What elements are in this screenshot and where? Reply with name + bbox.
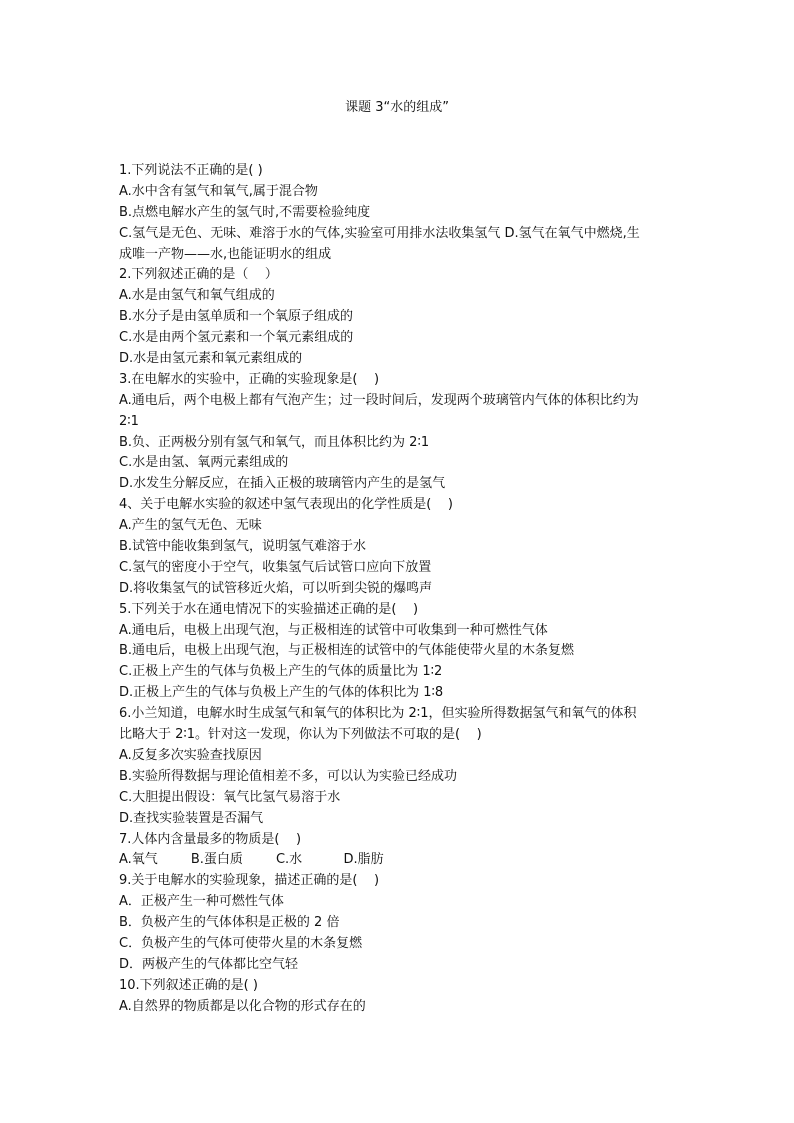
text-line: 2.下列叙述正确的是（ ） [119, 267, 278, 283]
text-line: C.氢气的密度小于空气，收集氢气后试管口应向下放置 [119, 559, 432, 575]
text-line: B．负极产生的气体体积是正极的 2 倍 [119, 915, 340, 931]
text-line: D．两极产生的气体都比空气轻 [119, 956, 299, 972]
text-line: A.反复多次实验查找原因 [119, 747, 262, 763]
text-line: D.水是由氢元素和氧元素组成的 [119, 351, 303, 367]
text-line: 5.下列关于水在通电情况下的实验描述正确的是( ) [119, 601, 419, 617]
text-line: 2∶1 [119, 413, 139, 429]
text-line: B.试管中能收集到氢气，说明氢气难溶于水 [119, 539, 367, 555]
text-line: 10.下列叙述正确的是( ) [119, 977, 258, 993]
text-line: A.水中含有氢气和氧气,属于混合物 [119, 183, 318, 199]
text-line: A.自然界的物质都是以化合物的形式存在的 [119, 998, 366, 1014]
text-line: 成唯一产物——水,也能证明水的组成 [119, 246, 332, 262]
text-line: B.通电后，电极上出现气泡，与正极相连的试管中的气体能使带火星的木条复燃 [119, 643, 575, 659]
text-line: 7.人体内含量最多的物质是( ) [119, 831, 302, 847]
text-line: C．负极产生的气体可使带火星的木条复燃 [119, 935, 363, 951]
text-line: 1.下列说法不正确的是( ) [119, 163, 263, 178]
question-body [119, 161, 679, 1018]
text-line: C.水是由氢、氧两元素组成的 [119, 455, 289, 471]
text-line: 9.关于电解水的实验现象，描述正确的是( ) [119, 873, 380, 889]
page-title: 课题 3“水的组成” [345, 100, 449, 115]
text-line: C.正极上产生的气体与负极上产生的气体的质量比为 1∶2 [119, 664, 443, 680]
text-line: B.实验所得数据与理论值相差不多，可以认为实验已经成功 [119, 768, 458, 784]
text-line: 比略大于 2∶1。针对这一发现，你认为下列做法不可取的是( ) [119, 727, 482, 743]
text-line: B.点燃电解水产生的氢气时,不需要检验纯度 [119, 204, 371, 220]
text-line: A.通电后，电极上出现气泡，与正极相连的试管中可收集到一种可燃性气体 [119, 622, 548, 638]
text-line: D.将收集氢气的试管移近火焰，可以听到尖锐的爆鸣声 [119, 580, 433, 596]
text-line: C.氢气是无色、无味、难溶于水的气体,实验室可用排水法收集氢气 D.氢气在氧气中燃烧,生 [119, 225, 640, 241]
text-line: A.产生的氢气无色、无味 [119, 518, 262, 534]
text-line: B.负、正两极分别有氢气和氧气，而且体积比约为 2∶1 [119, 434, 430, 450]
text-line: 4、关于电解水实验的叙述中氢气表现出的化学性质是( ) [119, 497, 453, 513]
text-line: C.水是由两个氢元素和一个氧元素组成的 [119, 330, 354, 346]
text-line: D.查找实验装置是否漏气 [119, 810, 264, 826]
text-line: D.水发生分解反应，在插入正极的玻璃管内产生的是氢气 [119, 476, 446, 492]
text-line: 3.在电解水的实验中，正确的实验现象是( ) [119, 371, 380, 387]
text-line: B.水分子是由氢单质和一个氧原子组成的 [119, 309, 354, 325]
text-line: A.通电后，两个电极上都有气泡产生；过一段时间后，发现两个玻璃管内气体的体积比约为 [119, 392, 639, 408]
text-line: A.水是由氢气和氧气组成的 [119, 288, 275, 304]
text-line: A．正极产生一种可燃性气体 [119, 894, 284, 910]
text-line: C.大胆提出假设：氧气比氢气易溶于水 [119, 789, 341, 805]
text-line: 6.小兰知道，电解水时生成氢气和氧气的体积比为 2∶1，但实验所得数据氢气和氧气的体积 [119, 706, 637, 722]
text-line: A.氧气 B.蛋白质 C.水 D.脂肪 [119, 852, 384, 868]
text-line: D.正极上产生的气体与负极上产生的气体的体积比为 1∶8 [119, 685, 444, 701]
